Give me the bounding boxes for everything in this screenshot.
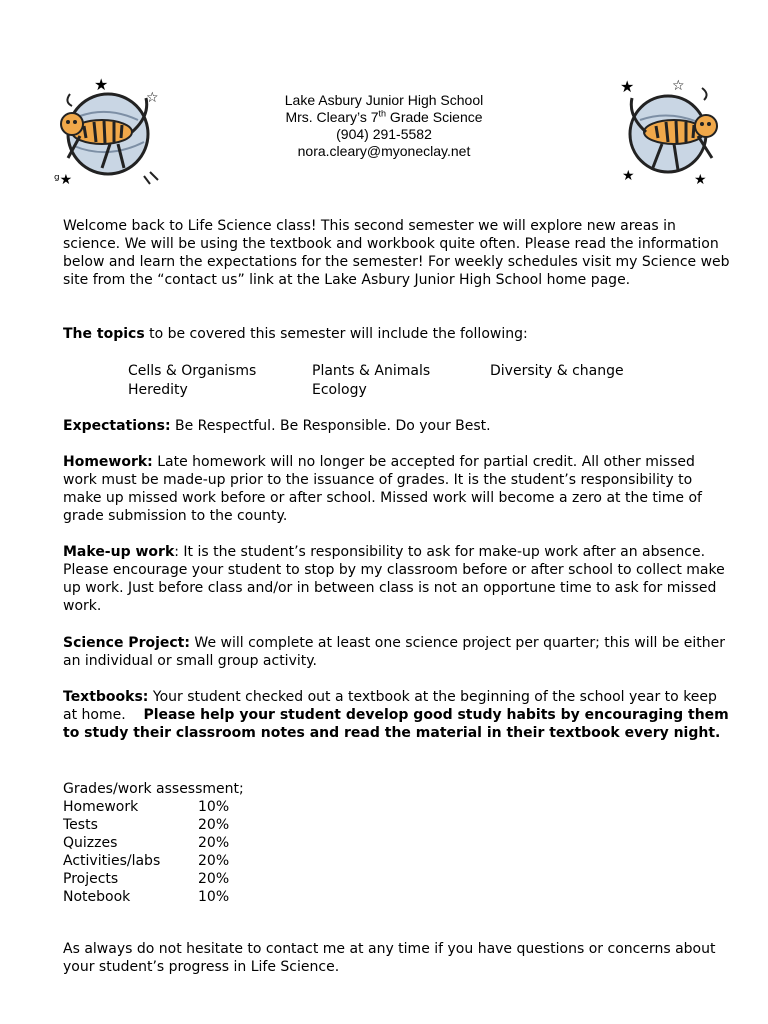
grade-category: Activities/labs [63,853,161,869]
topic-item: Plants & Animals [312,363,431,379]
school-name: Lake Asbury Junior High School [284,92,484,108]
homework-text: Late homework will no longer be accepted for partial credit. All other missed work must be made-up prior to the issuance of grades. It is the student’s responsibility to make up missed work before or after school. Missed work will become a zero at the time of grade submission to the county. [63,454,702,524]
grade-row [63,870,244,888]
expectations-paragraph [63,417,731,435]
tiger-globe-logo-left [50,76,170,186]
grade-percent: 20% [198,853,230,869]
project-label: Science Project: [63,635,190,651]
grade-category: Quizzes [63,835,118,851]
makeup-paragraph [63,543,731,615]
svg-text:★: ★ [94,76,109,94]
topic-item: Heredity [128,382,188,398]
textbooks-paragraph [63,688,731,742]
grade-row [63,888,244,906]
phone-number: (904) 291-5582 [336,126,432,142]
topics-label: The topics [63,326,145,342]
email-address: nora.cleary@myoneclay.net [297,143,471,159]
grade-category: Homework [63,799,139,815]
topics-paragraph [63,325,731,343]
closing-paragraph [63,940,731,976]
letterhead [220,92,548,160]
tiger-globe-logo-right [612,76,728,186]
topic-item: Ecology [312,382,367,398]
grade-percent: 10% [198,799,230,815]
teacher-line [220,109,548,126]
grade-row [63,816,244,834]
project-paragraph [63,634,731,670]
svg-text:ᵍ★: ᵍ★ [54,172,73,186]
grade-percent: 10% [198,889,230,905]
grade-category: Tests [63,817,98,833]
grade-percent: 20% [198,817,230,833]
makeup-label: Make-up work [63,544,175,560]
homework-paragraph [63,453,731,525]
textbooks-emphasis: Please help your student develop good study habits by encouraging them to study their classroom notes and read the material in their textbook every night. [63,707,729,741]
svg-text:★: ★ [622,168,635,184]
grade-row [63,852,244,870]
topic-item: Cells & Organisms [128,363,257,379]
makeup-text: : It is the student’s responsibility to ask for make-up work after an absence. Please encourage your student to stop by my classroom before or after school to collect make up work. Just before class and/or in between class is not an opportune time to ask for missed work. [63,544,725,614]
project-text: We will complete at least one science project per quarter; this will be either an individual or small group activity. [63,635,726,669]
teacher-name: Mrs. Cleary’s 7 [285,109,379,125]
grade-percent: 20% [198,871,230,887]
grade-category: Notebook [63,889,131,905]
textbooks-label: Textbooks: [63,689,149,705]
grades-table [63,780,244,906]
topic-item: Diversity & change [490,363,624,379]
expectations-label: Expectations: [63,418,171,434]
svg-text:☆: ☆ [672,78,685,94]
grade-superscript: th [378,108,387,119]
intro-text: Welcome back to Life Science class! This second semester we will explore new areas in science. We will be using the textbook and workbook quite often. Please read the information below and learn the expectations for the semester! For weekly schedules visit my Science web site from the “contact us” link at the Lake Asbury Junior High School home page. [63,218,730,288]
textbooks-text: Your student checked out a textbook at the beginning of the school year to keep at home. [63,689,722,723]
grade-percent: 20% [198,835,230,851]
grades-title: Grades/work assessment; [63,781,244,797]
expectations-text: Be Respectful. Be Responsible. Do your Best. [170,418,491,434]
grade-row [63,798,244,816]
grade-row [63,834,244,852]
course-name: Grade Science [386,109,483,125]
svg-text:★: ★ [694,172,707,186]
intro-paragraph [63,217,731,289]
svg-text:☆: ☆ [146,90,159,106]
grade-category: Projects [63,871,119,887]
topics-text: to be covered this semester will include the following: [144,326,528,342]
svg-text:★: ★ [620,77,635,96]
closing-text: As always do not hesitate to contact me at any time if you have questions or concerns about your student’s progress in Life Science. [63,941,716,975]
homework-label: Homework: [63,454,153,470]
